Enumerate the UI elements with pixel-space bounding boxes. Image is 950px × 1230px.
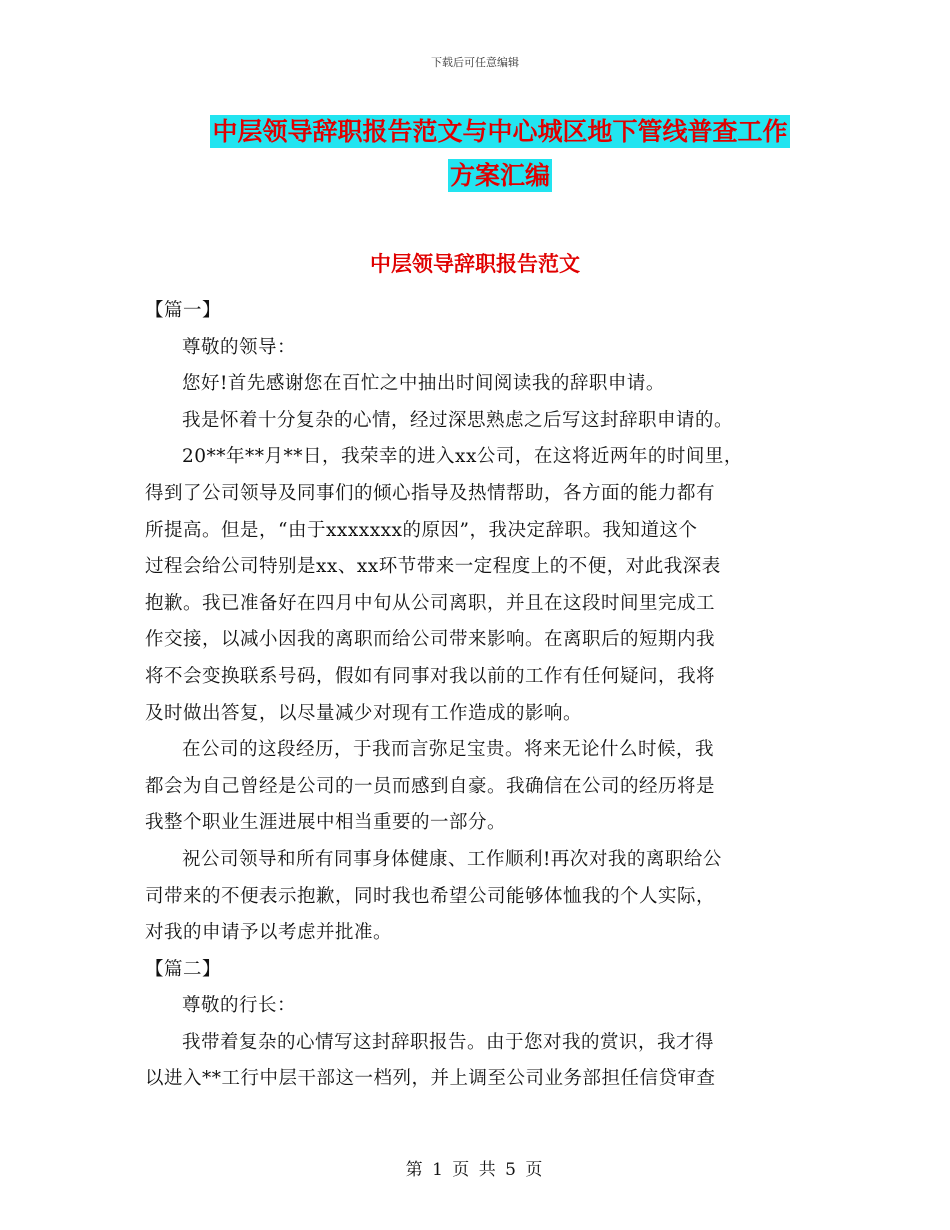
text-line: 我带着复杂的心情写这封辞职报告。由于您对我的赏识，我才得 (182, 1031, 715, 1053)
text-line: 尊敬的行长： (182, 995, 297, 1017)
text-line: 对我的申请予以考虑并批准。 (145, 922, 393, 944)
text-line: 祝公司领导和所有同事身体健康、工作顺利!再次对我的离职给公 (182, 848, 722, 870)
body-text (145, 293, 815, 1098)
document-title (150, 110, 850, 198)
text-line: 抱歉。我已准备好在四月中旬从公司离职，并且在这段时间里完成工 (145, 592, 716, 614)
text-line: 都会为自己曾经是公司的一员而感到自豪。我确信在公司的经历将是 (145, 775, 716, 797)
text-line: 及时做出答复，以尽量减少对现有工作造成的影响。 (145, 702, 583, 724)
section-title: 中层领导辞职报告范文 (370, 252, 580, 276)
text-line: 将不会变换联系号码，假如有同事对我以前的工作有任何疑问，我将 (145, 665, 716, 687)
text-line: 所提高。但是，“由于xxxxxxx的原因”，我决定辞职。我知道这个 (145, 519, 698, 541)
text-line: 【篇一】 (145, 300, 222, 321)
text-line: 作交接，以减小因我的离职而给公司带来影响。在离职后的短期内我 (145, 629, 716, 651)
text-line: 我是怀着十分复杂的心情，经过深思熟虑之后写这封辞职申请的。 (182, 409, 734, 431)
text-line: 以进入**工行中层干部这一档列，并上调至公司业务部担任信贷审查 (145, 1068, 716, 1090)
text-line: 得到了公司领导及同事们的倾心指导及热情帮助，各方面的能力都有 (145, 482, 716, 504)
page-footer: 第 1 页 共 5 页 (405, 1160, 545, 1180)
text-line: 司带来的不便表示抱歉，同时我也希望公司能够体恤我的个人实际， (145, 885, 716, 907)
header-note: 下载后可任意编辑 (431, 56, 519, 69)
document-title-line-1: 中层领导辞职报告范文与中心城区地下管线普查工作 (212, 117, 788, 146)
text-line: 【篇二】 (145, 958, 222, 980)
text-line: 您好!首先感谢您在百忙之中抽出时间阅读我的辞职申请。 (182, 373, 665, 395)
text-line: 过程会给公司特别是xx、xx环节带来一定程度上的不便，对此我深表 (145, 556, 721, 578)
text-line: 在公司的这段经历，于我而言弥足宝贵。将来无论什么时候，我 (182, 739, 715, 761)
text-line: 20**年**月**日，我荣幸的进入xx公司，在这将近两年的时间里， (182, 446, 743, 468)
text-line: 我整个职业生涯进展中相当重要的一部分。 (145, 812, 507, 834)
text-line: 尊敬的领导： (182, 336, 297, 358)
document-title-line-2: 方案汇编 (449, 161, 550, 190)
